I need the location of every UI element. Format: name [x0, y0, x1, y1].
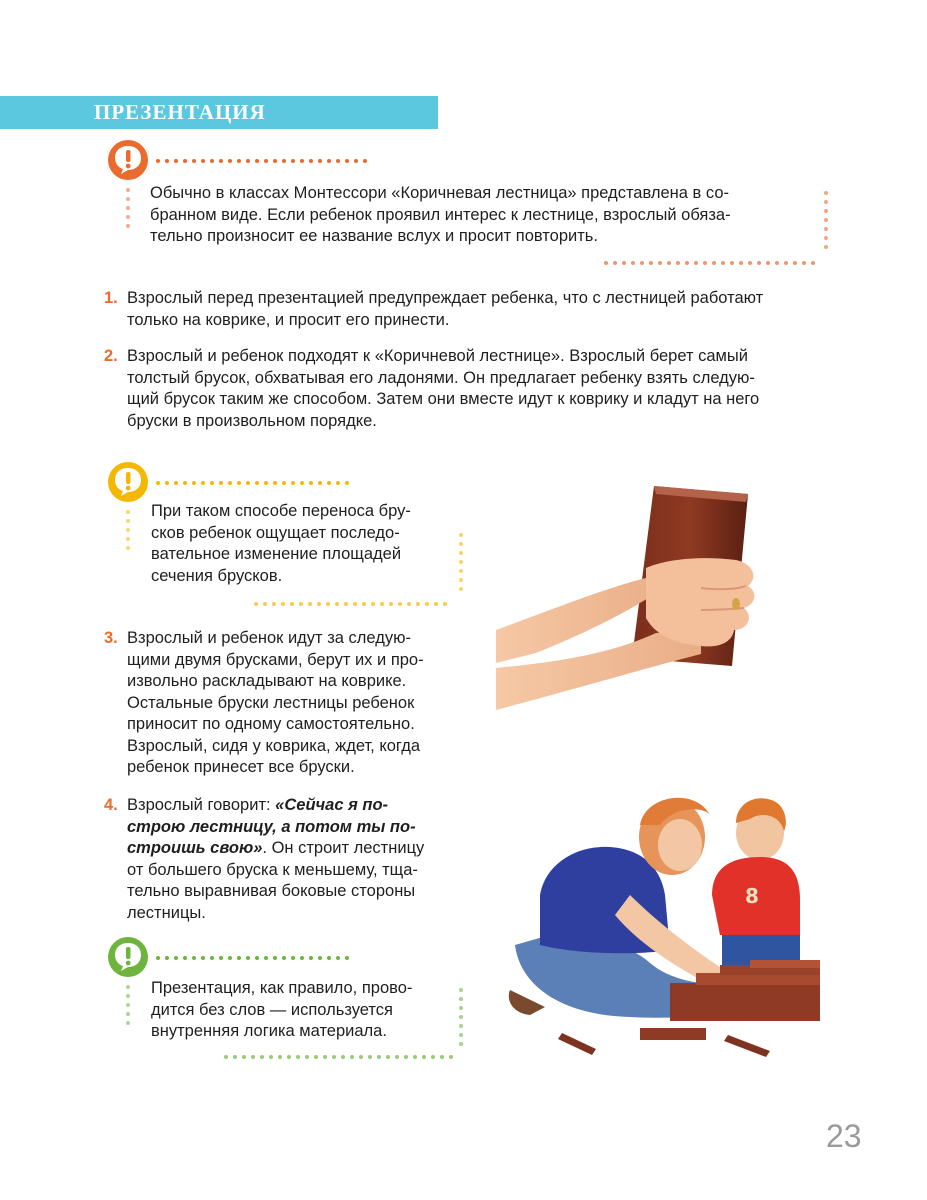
step-quote: строю лестницу, а потом ты по- [127, 817, 416, 836]
step-line: от большего бруска к меньшему, тща- [127, 860, 418, 879]
step-2 [104, 346, 847, 432]
note-yellow-line: сков ребенок ощущает последо- [151, 523, 400, 542]
step-4 [104, 795, 472, 924]
step-line: извольно раскладывают на коврике. [127, 672, 407, 690]
step-line: тельно выравнивая боковые стороны [127, 882, 416, 900]
step-3 [104, 628, 472, 779]
step-text: . Он строит лестницу [262, 839, 425, 857]
step-text: Взрослый говорит: [127, 796, 276, 814]
note-green-line: Презентация, как правило, прово- [151, 979, 413, 997]
step-line: Взрослый и ребенок идут за следую- [127, 629, 411, 647]
step-line: лестницы. [127, 903, 206, 922]
note-orange [106, 138, 836, 273]
note-orange-line: бранном виде. Если ребенок проявил интерес к лестнице, взрослый обяза- [150, 205, 731, 224]
svg-text:8: 8 [745, 884, 759, 908]
step-line: бруски в произвольном порядке. [127, 411, 377, 430]
note-green [106, 935, 471, 1065]
step-1 [104, 288, 847, 331]
step-line: Остальные бруски лестницы ребенок [127, 693, 415, 712]
step-number: 3. [104, 629, 118, 647]
step-line: Взрослый перед презентацией предупреждает ребенка, что с лестницей работают [127, 289, 764, 307]
step-line: Взрослый, сидя у коврика, ждет, когда [127, 736, 421, 755]
note-orange-line: тельно произносит ее название вслух и просит повторить. [150, 227, 598, 245]
note-yellow-line: При таком способе переноса бру- [151, 502, 411, 520]
step-number: 4. [104, 796, 118, 814]
step-line: Взрослый и ребенок подходят к «Коричневой лестнице». Взрослый берет самый [127, 347, 748, 365]
section-title: ПРЕЗЕНТАЦИЯ [0, 96, 438, 129]
note-green-line: внутренняя логика материала. [151, 1022, 387, 1040]
step-line: ребенок принесет все бруски. [127, 758, 355, 776]
step-line: щий брусок таким же способом. Затем они вместе идут к коврику и кладут на него [127, 390, 760, 408]
note-green-line: дится без слов — используется [151, 1000, 393, 1019]
step-line: толстый брусок, обхватывая его ладонями. Он предлагает ребенку взять следую- [127, 368, 755, 387]
note-yellow-line: сечения брусков. [151, 566, 283, 585]
step-number: 2. [104, 347, 118, 365]
step-quote: строишь свою» [127, 839, 263, 857]
note-orange-line: Обычно в классах Монтессори «Коричневая лестница» представлена в со- [150, 184, 730, 202]
photo-hands-holding-block [496, 458, 766, 750]
photo-woman-child-building-stair [500, 785, 830, 1065]
page-number: 23 [826, 1118, 862, 1154]
step-line: приносит по одному самостоятельно. [127, 715, 415, 733]
step-line: щими двумя брусками, берут их и про- [127, 650, 424, 669]
step-quote: «Сейчас я по- [275, 796, 389, 814]
note-yellow [106, 460, 471, 610]
step-line [127, 838, 472, 860]
step-number: 1. [104, 289, 118, 307]
note-yellow-line: вательное изменение площадей [151, 545, 402, 563]
step-line [127, 795, 472, 817]
step-line: только на коврике, и просит его принести. [127, 310, 450, 329]
